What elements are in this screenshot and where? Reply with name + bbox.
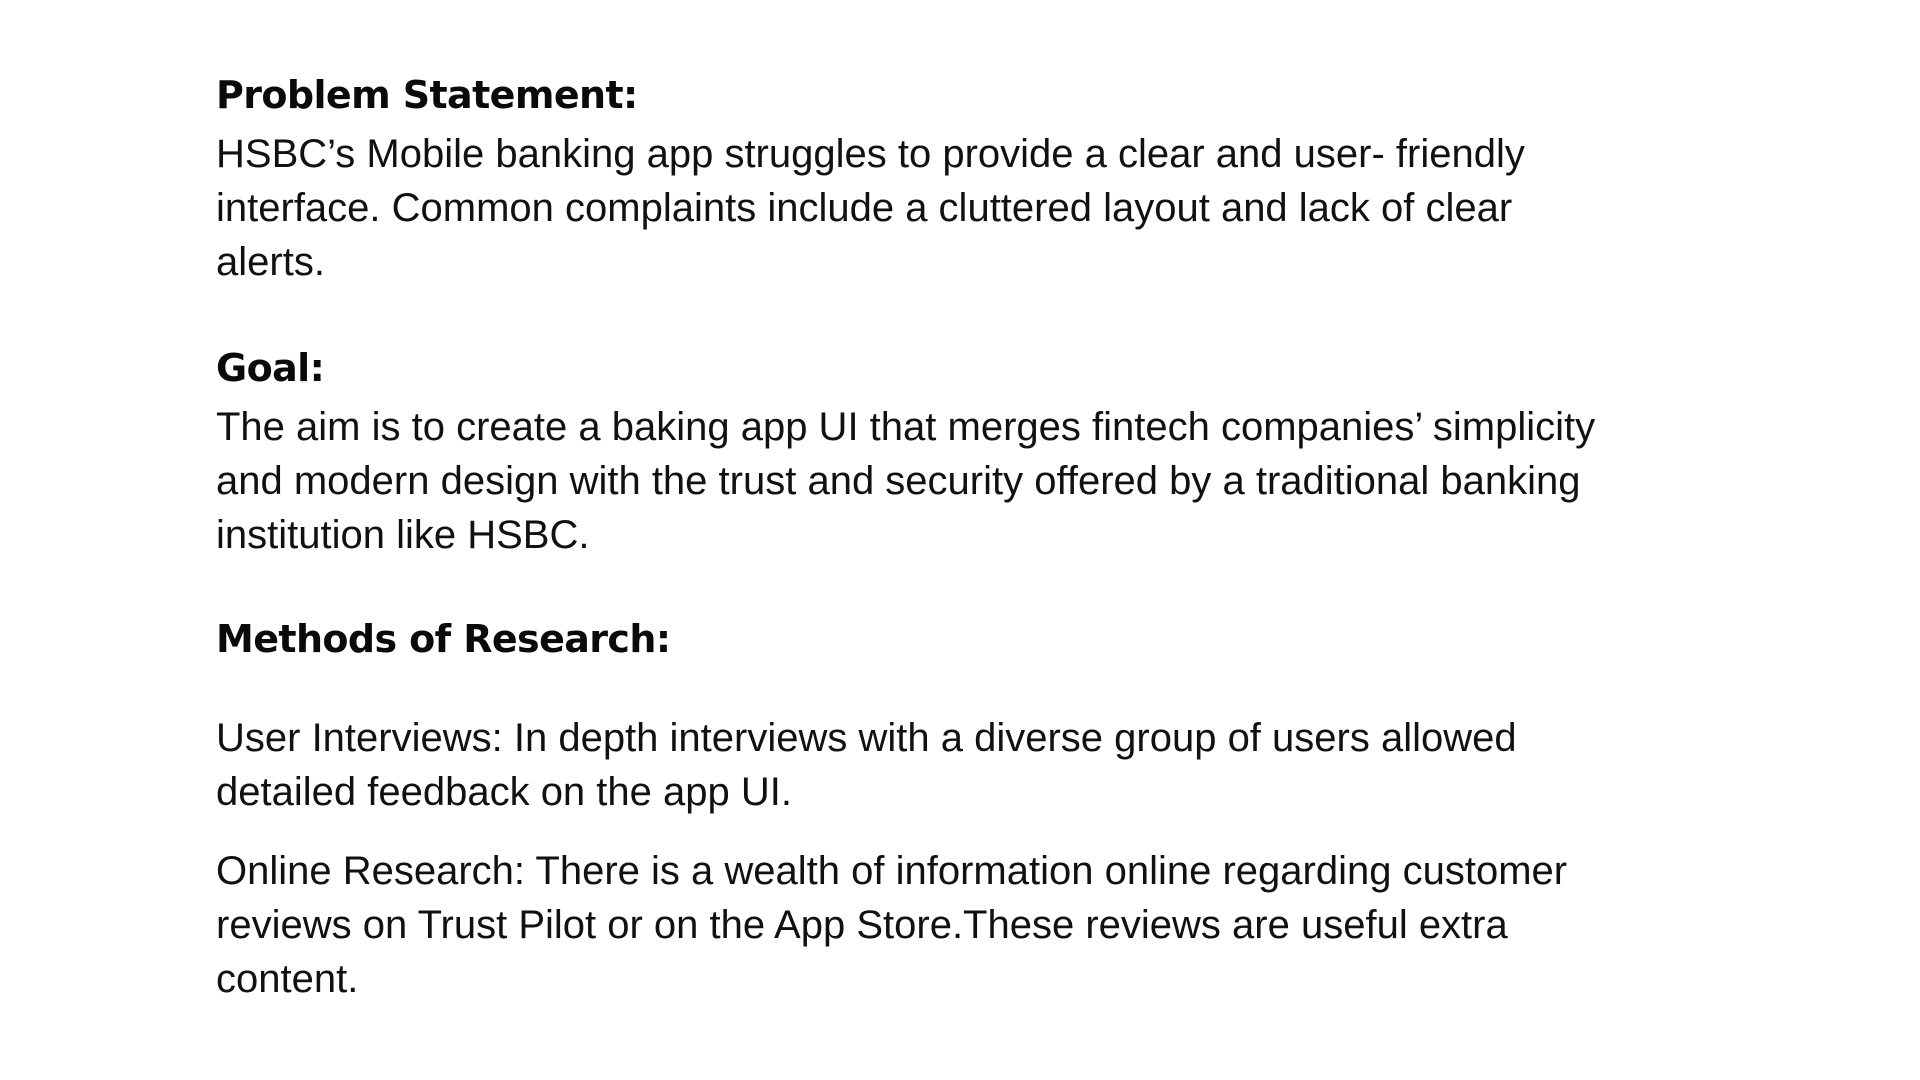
text-line: interface. Common complaints include a cluttered layout and lack of clear (216, 186, 1513, 230)
methods-of-research-heading: Methods of Research: (216, 617, 671, 661)
goal-section (216, 341, 1696, 562)
method-user-interviews (216, 711, 1696, 819)
problem-statement-heading: Problem Statement: (216, 73, 638, 117)
problem-statement-text (216, 127, 1696, 289)
text-line: and modern design with the trust and security offered by a traditional banking (216, 459, 1581, 503)
text-line: HSBC’s Mobile banking app struggles to provide a clear and user- friendly (216, 132, 1525, 176)
text-line: alerts. (216, 240, 325, 284)
goal-heading: Goal: (216, 346, 325, 390)
problem-statement-section (216, 68, 1696, 289)
method-online-research (216, 844, 1696, 1006)
text-line: User Interviews: In depth interviews with a diverse group of users allowed (216, 716, 1517, 760)
text-line: Online Research: There is a wealth of information online regarding customer (216, 849, 1568, 893)
methods-of-research-section (216, 612, 1696, 1006)
text-line: reviews on Trust Pilot or on the App Store.These reviews are useful extra (216, 903, 1508, 947)
goal-text (216, 400, 1696, 562)
text-line: The aim is to create a baking app UI that merges fintech companies’ simplicity (216, 405, 1596, 449)
document-page (216, 68, 1696, 1031)
text-line: detailed feedback on the app UI. (216, 770, 792, 814)
text-line: institution like HSBC. (216, 513, 590, 557)
text-line: content. (216, 957, 359, 1001)
